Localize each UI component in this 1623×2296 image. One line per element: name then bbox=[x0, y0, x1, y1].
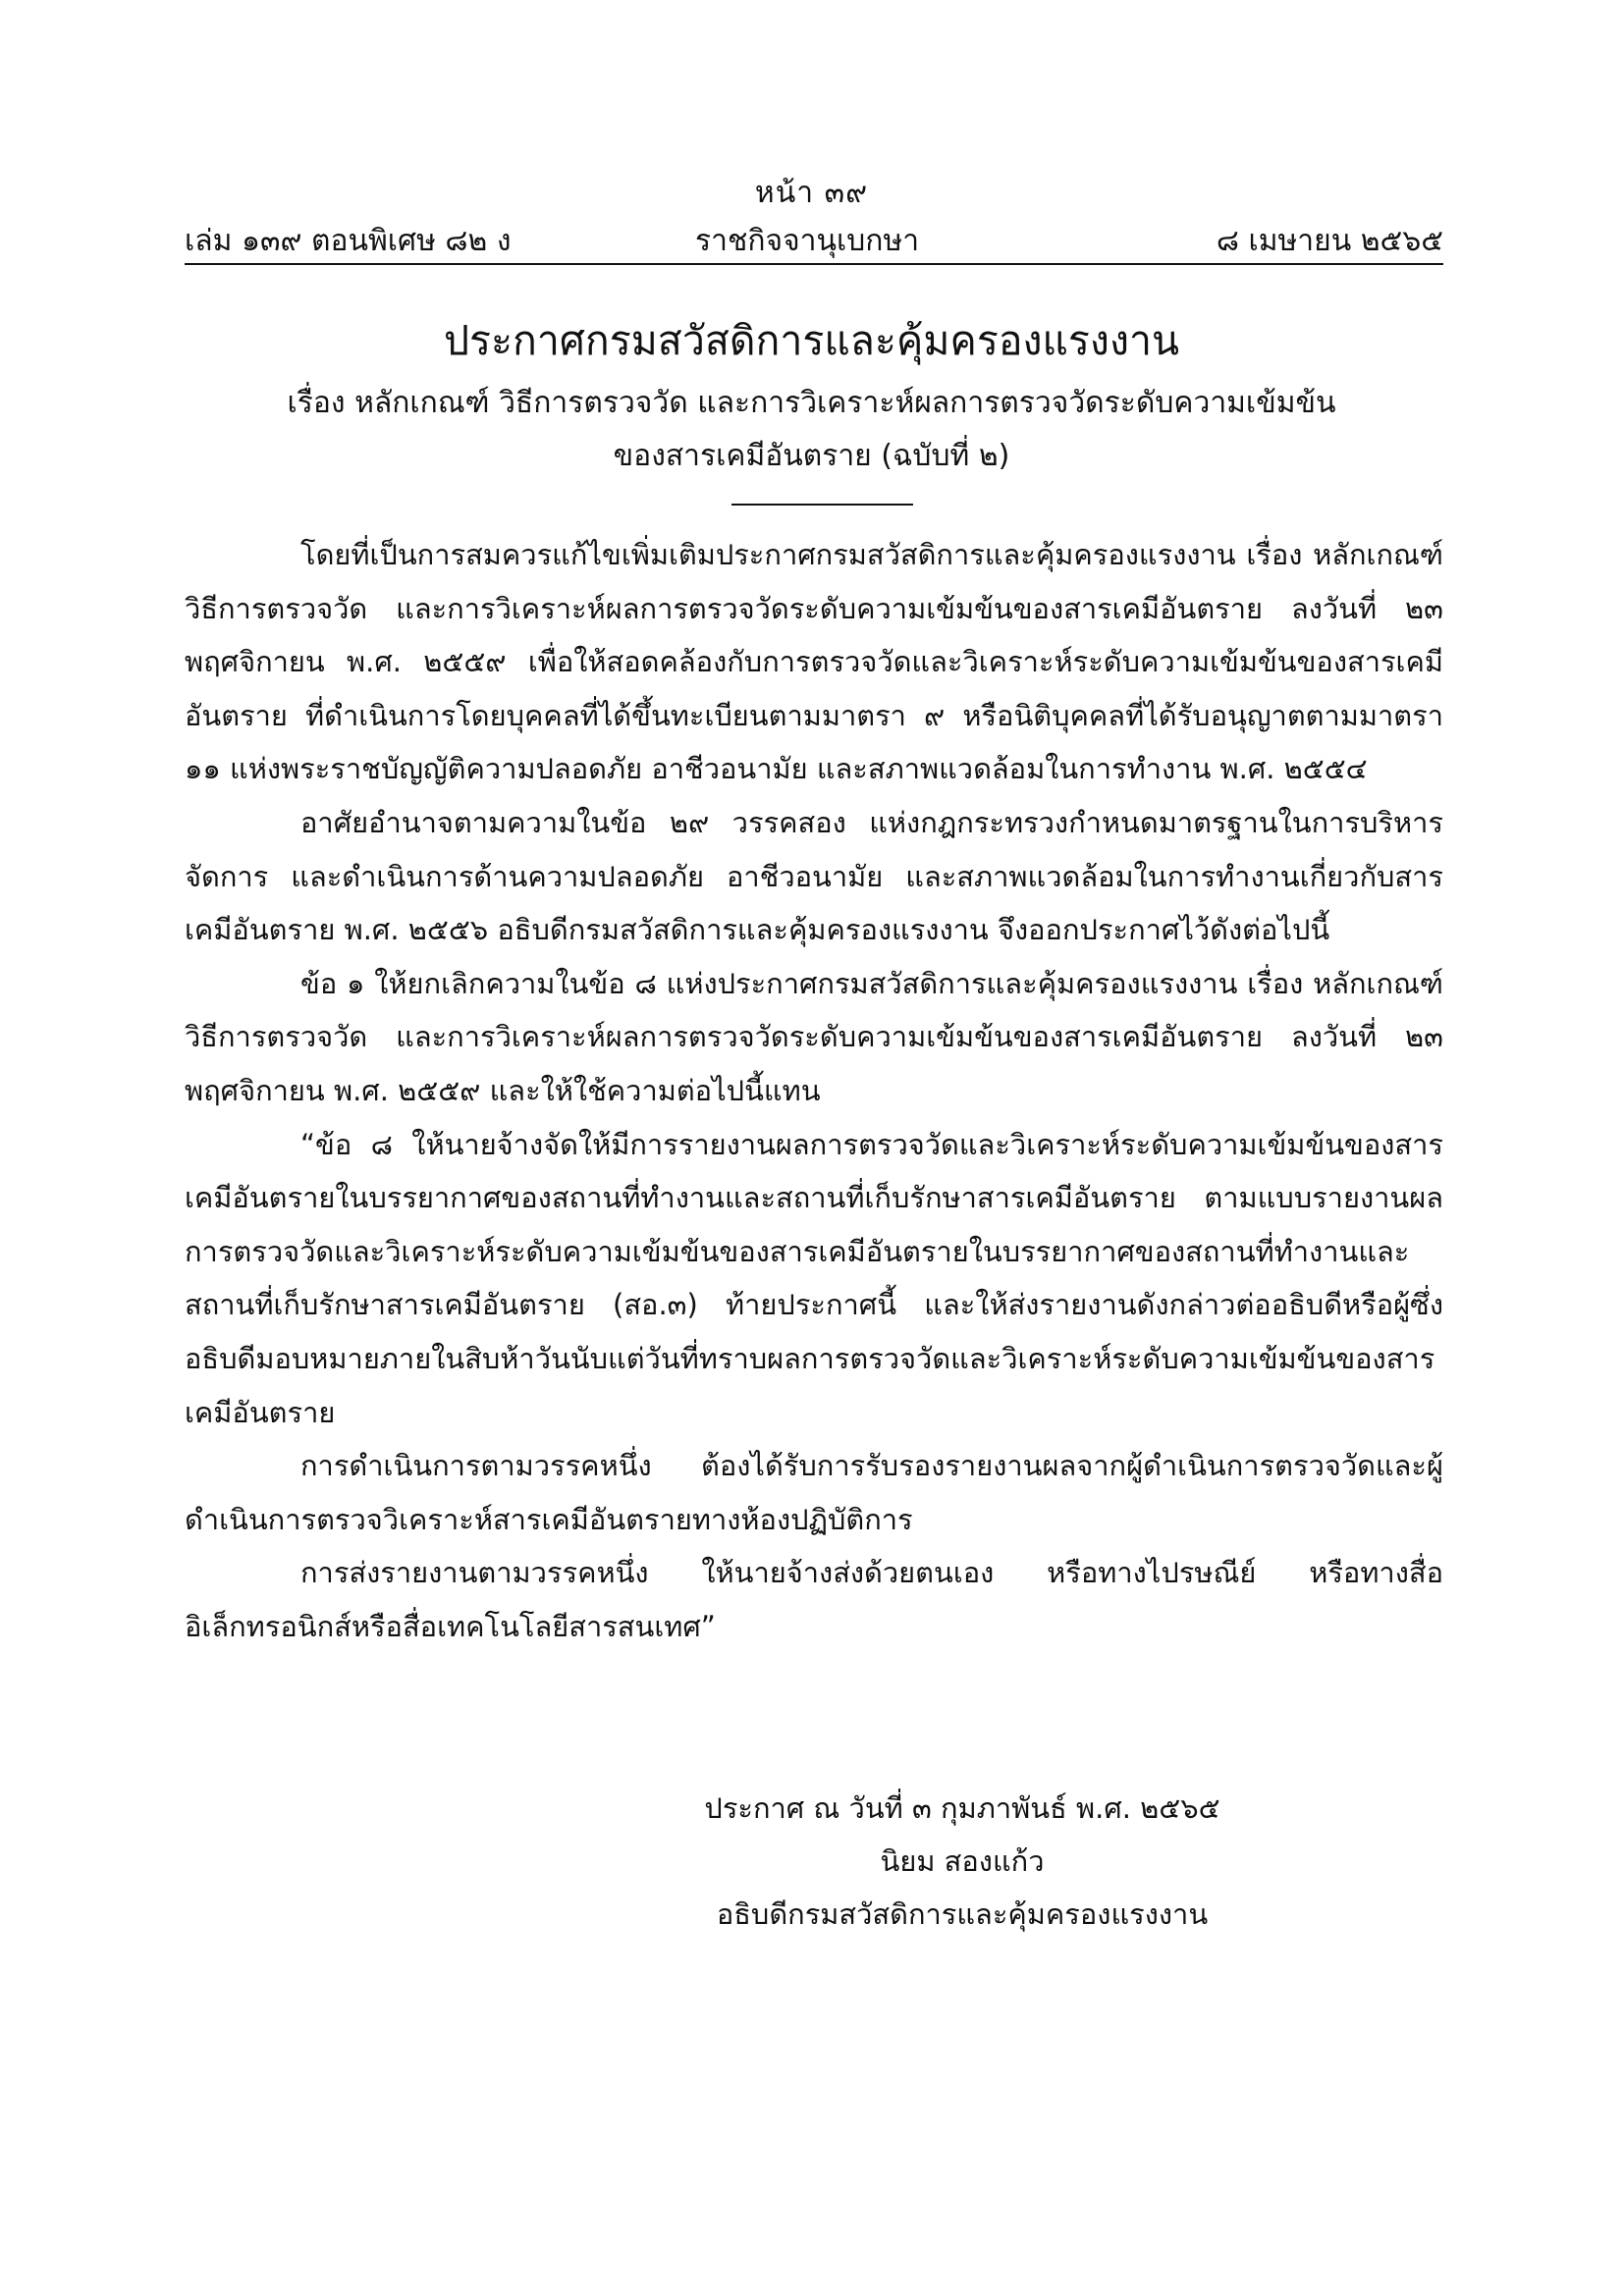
announcement-body bbox=[185, 528, 1443, 1653]
gazette-name: ราชกิจจานุเบกษา bbox=[695, 224, 920, 258]
paragraph-submission: การส่งรายงานตามวรรคหนึ่ง ให้นายจ้างส่งด้วยตนเอง หรือทางไปรษณีย์ หรือทางสื่ออิเล็กทรอนิกส์หรือสื่อเทคโนโลยีสารสนเทศ” bbox=[185, 1556, 1443, 1643]
subject-line-1: เรื่อง หลักเกณฑ์ วิธีการตรวจวัด และการวิเคราะห์ผลการตรวจวัดระดับความเข้มข้น bbox=[287, 386, 1336, 420]
volume-issue: เล่ม ๑๓๙ ตอนพิเศษ ๘๒ ง bbox=[185, 224, 512, 258]
paragraph-clause-1: ข้อ ๑ ให้ยกเลิกความในข้อ ๘ แห่งประกาศกรมสวัสดิการและคุ้มครองแรงงาน เรื่อง หลักเกณฑ์ วิธีการตรวจวัด และการวิเคราะห์ผลการตรวจวัดระดับความเข้มข้นของสารเคมีอันตราย ลงวันที่ ๒๓ พฤศจิกายน พ.ศ. ๒๕๕๙ และให้ใช้ความต่อไปนี้แทน bbox=[185, 966, 1443, 1107]
paragraph-certification: การดำเนินการตามวรรคหนึ่ง ต้องได้รับการรับรองรายงานผลจากผู้ดำเนินการตรวจวัดและผู้ดำเนินการตรวจวิเคราะห์สารเคมีอันตรายทางห้องปฏิบัติการ bbox=[185, 1449, 1443, 1536]
signatory-name: นิยม สองแก้ว bbox=[880, 1844, 1045, 1878]
publication-date: ๘ เมษายน ๒๕๖๕ bbox=[1216, 224, 1443, 258]
signatory-position: อธิบดีกรมสวัสดิการและคุ้มครองแรงงาน bbox=[716, 1897, 1209, 1931]
announcement-date: ประกาศ ณ วันที่ ๓ กุมภาพันธ์ พ.ศ. ๒๕๖๕ bbox=[704, 1791, 1220, 1825]
page-number: หน้า ๓๙ bbox=[754, 176, 869, 210]
paragraph-preamble: โดยที่เป็นการสมควรแก้ไขเพิ่มเติมประกาศกรมสวัสดิการและคุ้มครองแรงงาน เรื่อง หลักเกณฑ์ วิธีการตรวจวัด และการวิเคราะห์ผลการตรวจวัดระดับความเข้มข้นของสารเคมีอันตราย ลงวันที่ ๒๓ พฤศจิกายน พ.ศ. ๒๕๕๙ เพื่อให้สอดคล้องกับการตรวจวัดและวิเคราะห์ระดับความเข้มข้นของสารเคมีอันตราย ที่ดำเนินการโดยบุคคลที่ได้ขึ้นทะเบียนตามมาตรา ๙ หรือนิติบุคคลที่ได้รับอนุญาตตามมาตรา ๑๑ แห่งพระราชบัญญัติความปลอดภัย อาชีวอนามัย และสภาพแวดล้อมในการทำงาน พ.ศ. ๒๕๕๔ bbox=[185, 538, 1443, 786]
paragraph-clause-8: “ข้อ ๘ ให้นายจ้างจัดให้มีการรายงานผลการตรวจวัดและวิเคราะห์ระดับความเข้มข้นของสารเคมีอันตรายในบรรยากาศของสถานที่ทำงานและสถานที่เก็บรักษาสารเคมีอันตราย ตามแบบรายงานผลการตรวจวัดและวิเคราะห์ระดับความเข้มข้นของสารเคมีอันตรายในบรรยากาศของสถานที่ทำงานและสถานที่เก็บรักษาสารเคมีอันตราย (สอ.๓) ท้ายประกาศนี้ และให้ส่งรายงานดังกล่าวต่ออธิบดีหรือผู้ซึ่งอธิบดีมอบหมายภายในสิบห้าวันนับแต่วันที่ทราบผลการตรวจวัดและวิเคราะห์ระดับความเข้มข้นของสารเคมีอันตราย bbox=[185, 1127, 1443, 1429]
header-divider bbox=[185, 263, 1443, 265]
signature-block bbox=[550, 1782, 1375, 1941]
subject-line-2: ของสารเคมีอันตราย (ฉบับที่ ๒) bbox=[613, 439, 1010, 473]
gazette-header bbox=[185, 218, 1443, 259]
paragraph-authority: อาศัยอำนาจตามความในข้อ ๒๙ วรรคสอง แห่งกฎกระทรวงกำหนดมาตรฐานในการบริหารจัดการ และดำเนินการด้านความปลอดภัย อาชีวอนามัย และสภาพแวดล้อมในการทำงานเกี่ยวกับสารเคมีอันตราย พ.ศ. ๒๕๕๖ อธิบดีกรมสวัสดิการและคุ้มครองแรงงาน จึงออกประกาศไว้ดังต่อไปนี้ bbox=[185, 805, 1443, 947]
announcement-title: ประกาศกรมสวัสดิการและคุ้มครองแรงงาน bbox=[443, 317, 1180, 364]
title-divider bbox=[731, 504, 913, 506]
